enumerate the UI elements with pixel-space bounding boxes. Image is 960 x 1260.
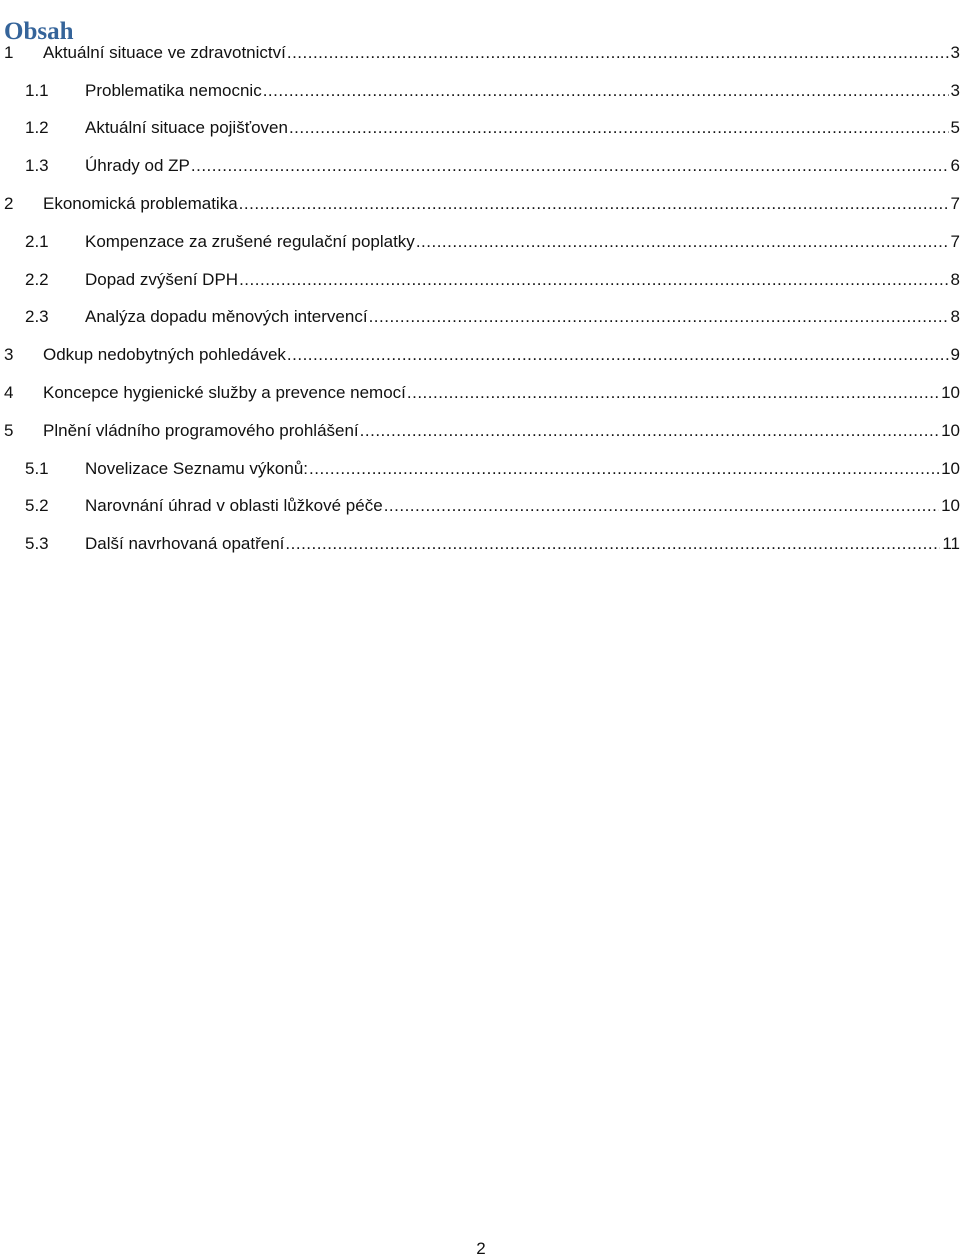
toc-entry-number: 5.3 <box>25 534 49 554</box>
toc-entry-5-3[interactable] <box>0 525 960 563</box>
toc-entry-5-2[interactable] <box>0 488 960 526</box>
toc-entry-2-2[interactable] <box>0 261 960 299</box>
toc-entry-2-3[interactable] <box>0 299 960 337</box>
toc-leader-dots <box>263 81 949 101</box>
page-number: 2 <box>476 1239 486 1258</box>
toc-leader-dots <box>191 156 949 176</box>
toc-entry-text: Další navrhovaná opatření <box>85 534 285 554</box>
toc-entry-page: 10 <box>941 420 960 440</box>
toc-leader-dots <box>369 307 949 327</box>
toc-entry-text: Odkup nedobytných pohledávek <box>43 345 286 365</box>
toc-entry-number: 5.1 <box>25 458 49 478</box>
toc-entry-text: Koncepce hygienické služby a prevence nemocí <box>43 383 406 403</box>
toc-leader-dots <box>384 496 939 516</box>
toc-leader-dots <box>239 194 949 214</box>
toc-entry-3[interactable] <box>0 336 960 374</box>
toc-leader-dots <box>309 459 939 479</box>
toc-entry-number: 2.1 <box>25 231 49 251</box>
toc-entry-page: 7 <box>950 194 960 214</box>
toc-entry-1[interactable] <box>0 34 960 72</box>
toc-entry-number: 1.1 <box>25 80 49 100</box>
toc-entry-number: 5.2 <box>25 496 49 516</box>
toc-entry-text: Aktuální situace pojišťoven <box>85 118 288 138</box>
toc-leader-dots <box>407 383 939 403</box>
toc-entry-5[interactable] <box>0 412 960 450</box>
toc-entry-page: 10 <box>941 458 960 478</box>
table-of-contents <box>0 34 960 563</box>
toc-entry-2-1[interactable] <box>0 223 960 261</box>
toc-entry-page: 8 <box>950 269 960 289</box>
toc-entry-number: 2.3 <box>25 307 49 327</box>
toc-entry-number: 4 <box>4 383 14 403</box>
toc-entry-text: Problematika nemocnic <box>85 80 262 100</box>
toc-entry-page: 6 <box>950 156 960 176</box>
toc-entry-page: 3 <box>950 80 960 100</box>
toc-entry-number: 1.2 <box>25 118 49 138</box>
toc-leader-dots <box>285 534 940 554</box>
toc-entry-number: 1 <box>4 42 14 62</box>
toc-entry-text: Dopad zvýšení DPH <box>85 269 239 289</box>
toc-entry-page: 8 <box>950 307 960 327</box>
toc-leader-dots <box>360 421 939 441</box>
toc-entry-page: 9 <box>950 345 960 365</box>
toc-title: Obsah <box>4 17 74 45</box>
toc-entry-text: Úhrady od ZP <box>85 156 190 176</box>
toc-entry-text: Plnění vládního programového prohlášení <box>43 420 359 440</box>
toc-entry-page: 3 <box>950 42 960 62</box>
toc-leader-dots <box>239 270 948 290</box>
toc-entry-page: 7 <box>950 231 960 251</box>
toc-entry-number: 2 <box>4 194 14 214</box>
toc-entry-page: 10 <box>941 496 960 516</box>
toc-entry-1-1[interactable] <box>0 72 960 110</box>
toc-entry-number: 2.2 <box>25 269 49 289</box>
toc-entry-5-1[interactable] <box>0 450 960 488</box>
toc-entry-text: Novelizace Seznamu výkonů: <box>85 458 309 478</box>
toc-entry-number: 3 <box>4 345 14 365</box>
toc-entry-number: 5 <box>4 420 14 440</box>
toc-entry-4[interactable] <box>0 374 960 412</box>
toc-entry-1-2[interactable] <box>0 110 960 148</box>
toc-leader-dots <box>289 118 949 138</box>
toc-entry-text: Aktuální situace ve zdravotnictví <box>43 42 286 62</box>
toc-entry-2[interactable] <box>0 185 960 223</box>
toc-leader-dots <box>287 345 949 365</box>
toc-entry-page: 10 <box>941 383 960 403</box>
toc-entry-text: Analýza dopadu měnových intervencí <box>85 307 368 327</box>
toc-entry-1-3[interactable] <box>0 147 960 185</box>
toc-leader-dots <box>416 232 949 252</box>
toc-entry-text: Ekonomická problematika <box>43 194 238 214</box>
toc-leader-dots <box>287 43 949 63</box>
toc-entry-page: 5 <box>950 118 960 138</box>
toc-entry-text: Narovnání úhrad v oblasti lůžkové péče <box>85 496 383 516</box>
toc-entry-number: 1.3 <box>25 156 49 176</box>
toc-entry-text: Kompenzace za zrušené regulační poplatky <box>85 231 415 251</box>
toc-entry-page: 11 <box>942 534 960 554</box>
